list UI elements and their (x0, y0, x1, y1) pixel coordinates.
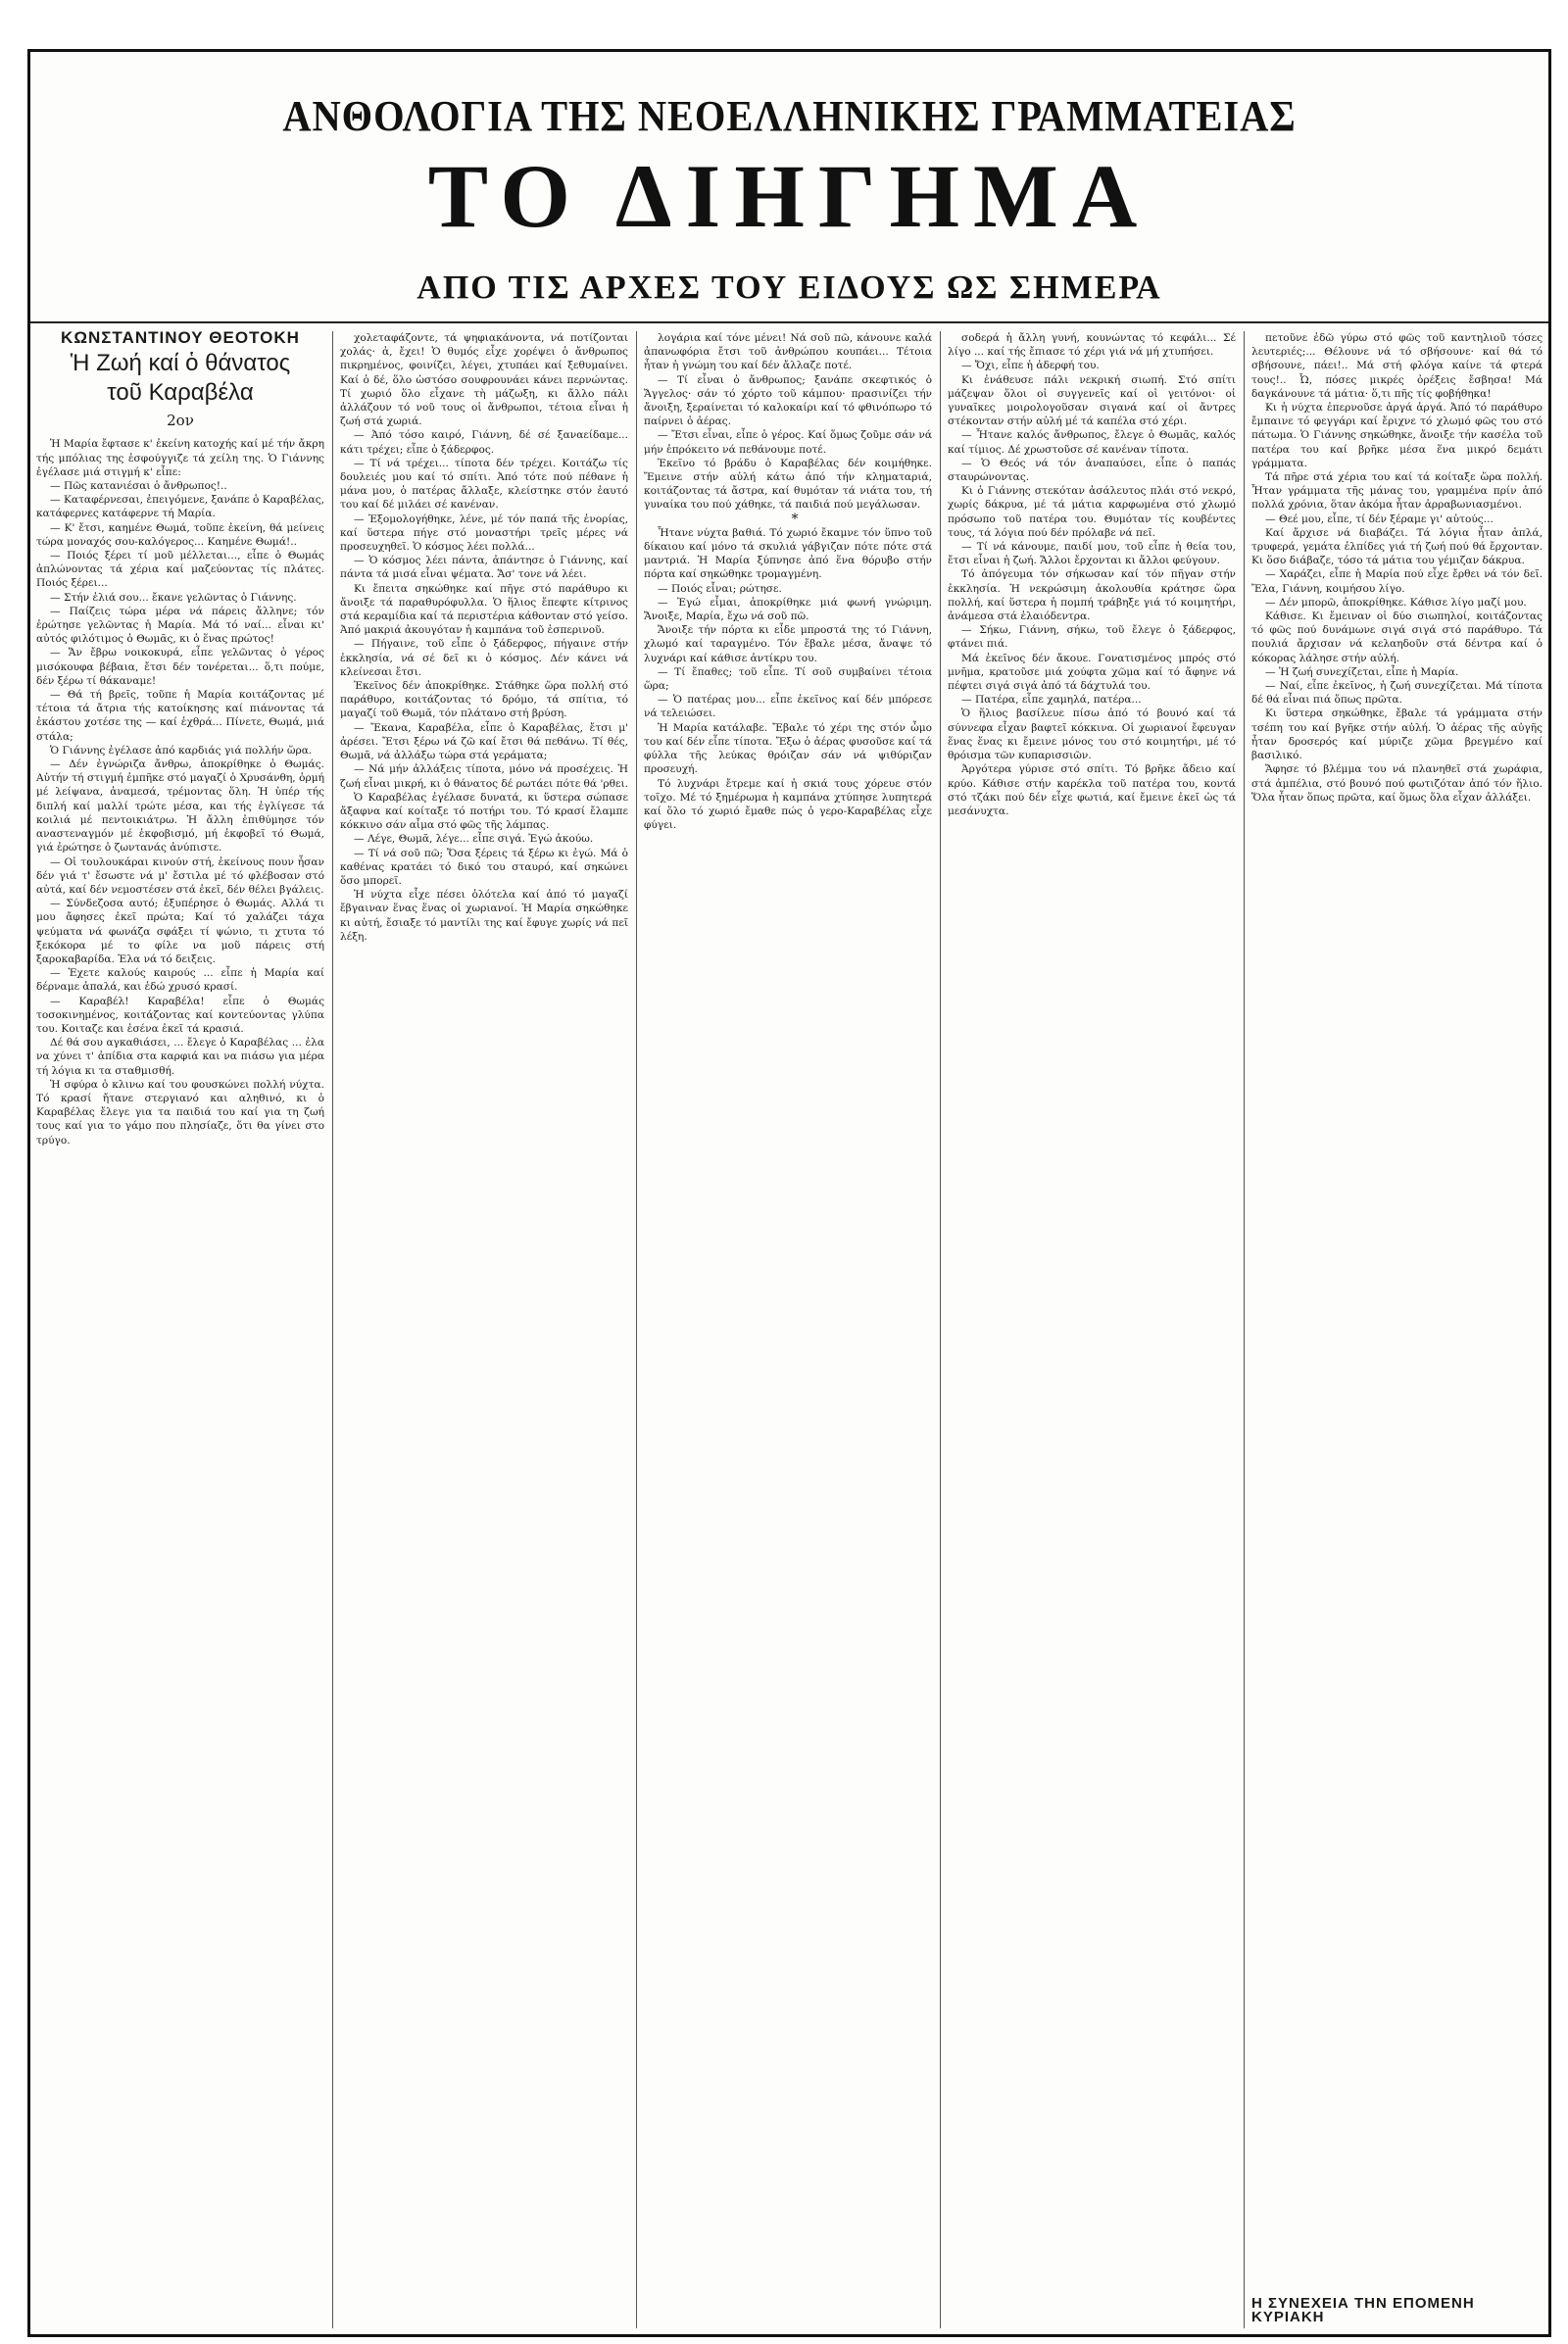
story-paragraph: Τό λυχνάρι ἔτρεμε καί ἡ σκιά τους χόρευε στόν τοῖχο. Μέ τό ξημέρωμα ἡ καμπάνα χτύπησε λυπητερά καί ὅλο τό χωριό ἔμαθε πώς ὁ γερο-Καραβέλας εἶχε φύγει. (644, 777, 932, 832)
story-paragraph: — Τί νά τρέχει... τίποτα δέν τρέχει. Κοιτάζω τίς δουλειές μου καί τό σπίτι. Ἀπό τότε πού πέθανε ἡ μάνα μου, ὁ πατέρας ἄλλαξε, κλείστηκε στόν ἑαυτό του καί δέ μιλάει σέ κανέναν. (340, 457, 628, 512)
story-paragraph: — Καταφέρνεσαι, ἐπειγόμενε, ξανάπε ὁ Καραβέλας, κατάφερνες κατάφερνε τή Μαρία. (36, 494, 324, 520)
text-column-1 (36, 331, 324, 2328)
story-paragraph: Ἦτανε νύχτα βαθιά. Τό χωριό ἔκαμνε τόν ὕπνο τοῦ δίκαιου καί μόνο τά σκυλιά γάβγιζαν πότε πότε στά μαντριά. Ἡ Μαρία ξύπνησε ἀπό ἕνα θόρυβο στήν πόρτα καί σηκώθηκε τρομαγμένη. (644, 526, 932, 581)
story-paragraph: Ὁ ἥλιος βασίλευε πίσω ἀπό τό βουνό καί τά σύννεφα εἶχαν βαφτεῖ κόκκινα. Οἱ χωριανοί ἔφευγαν ἕνας ἕνας κι ἔμεινε μόνος του στό κοιμητήρι, μέ τό θρόισμα τῶν κυπαρισσιῶν. (948, 708, 1236, 762)
story-paragraph: — Δέν ἐγνώριζα ἄνθρω, ἀποκρίθηκε ὁ Θωμάς. Αὐτήν τή στιγμή ἐμπῆκε στό μαγαζί ὁ Χρυσάνθη, ὁρμή μέ λείψανα, ἀναμεσά, τρέμοντας ὅλη. Ἡ ὑπέρ τής διπλή καί μαλλί τρώτε μέσα, και τής ἐγλίγεσε τά κοιλιά μέ πεντοικιάτρω. Ἡ ἄλλη ἐπιθύμησε τόν αναστεναγμόν μέ ἐκφοβισμό, μή ἐκφοβεῖ τό Θωμά, γιά ἐρώτησε ὁ ζωντανάς ἀνύπιστε. (36, 758, 324, 855)
story-paragraph: Κι ὁ Γιάννης στεκόταν ἀσάλευτος πλάι στό νεκρό, χωρίς δάκρυα, μέ τά μάτια καρφωμένα στό χλωμό πρόσωπο τοῦ πατέρα του. Θυμόταν τίς κουβέντες τους, τά λόγια πού δέν πρόλαβε νά πεῖ. (948, 485, 1236, 539)
story-paragraph: Τό ἀπόγευμα τόν σήκωσαν καί τόν πῆγαν στήν ἐκκλησία. Ἡ νεκρώσιμη ἀκολουθία κράτησε ὥρα πολλή, καί ὕστερα ἡ πομπή τράβηξε γιά τό κοιμητήρι, ἀνάμεσα στά ἐλαιόδεντρα. (948, 568, 1236, 623)
story-paragraph: — Κ' ἔτσι, καημένε Θωμά, τοῦπε ἐκείνη, θά μείνεις τώρα μοναχός σου-καλόγερος... Καημένε Θωμά!.. (36, 521, 324, 548)
story-paragraph: — Καραβέλ! Καραβέλα! εἶπε ὁ Θωμάς τοσοκινημένος, κοιτάζοντας καί κοντεύοντας γλύπα του. Κοιταζε και ἐσένα ἐκεῖ τά κρασιά. (36, 995, 324, 1035)
text-columns (36, 331, 1543, 2328)
story-paragraph: Ἐκεῖνο τό βράδυ ὁ Καραβέλας δέν κοιμήθηκε. Ἔμεινε στήν αὐλή κάτω ἀπό τήν κληματαριά, κοιτάζοντας τά ἄστρα, καί θυμόταν τά νιάτα του, τή γυναίκα του πού χάθηκε, τά παιδιά πού μεγάλωσαν. (644, 457, 932, 512)
masthead (30, 52, 1548, 306)
page-subtitle: ΑΠΟ ΤΙΣ ΑΡΧΕΣ ΤΟΥ ΕΙΔΟΥΣ ΩΣ ΣΗΜΕΡΑ (416, 269, 1162, 306)
story-headline (36, 331, 324, 430)
story-paragraph: — Οἱ τουλουκάραι κινούν στή, ἐκείνους πουν ἦσαν δέν γιά τ' ἔσωστε νά μ' ἔστιλα μέ τό φλέβοσαν στό αὐτά, καί δέν νεμοστέσεν στά ἐκεῖ, δέν θέλει βγάλεις. (36, 855, 324, 896)
story-paragraph: Καί ἄρχισε νά διαβάζει. Τά λόγια ἦταν ἁπλά, τρυφερά, γεμάτα ἐλπίδες γιά τή ζωή πού θά ἔρχονταν. Κι ὅσο διάβαζε, τόσο τά μάτια του γέμιζαν δάκρυα. (1251, 526, 1543, 567)
story-paragraph: Ἡ Μαρία κατάλαβε. Ἔβαλε τό χέρι της στόν ὦμο του καί δέν εἶπε τίποτα. Ἔξω ὁ ἀέρας φυσοῦσε καί τά φύλλα τῆς λεύκας θρόιζαν σάν νά ψιθύριζαν προσευχή. (644, 721, 932, 776)
story-paragraph: Μά ἐκεῖνος δέν ἄκουε. Γονατισμένος μπρός στό μνῆμα, κρατοῦσε μιά χούφτα χῶμα καί τό ἄφηνε νά πέφτει σιγά σιγά ἀπό τά δάχτυλά του. (948, 652, 1236, 693)
story-paragraph: — Ἦτανε καλός ἄνθρωπος, ἔλεγε ὁ Θωμᾶς, καλός καί τίμιος. Δέ χρωστοῦσε σέ κανέναν τίποτα. (948, 429, 1236, 456)
story-paragraph: σοδερά ἡ ἄλλη γυνή, κουνώντας τό κεφάλι... Σέ λίγο ... καί τής ἔπιασε τό χέρι γιά νά μή χτυπήσει. (948, 332, 1236, 359)
story-paragraph: Ἄφησε τό βλέμμα του νά πλανηθεῖ στά χωράφια, στά ἀμπέλια, στό βουνό πού φωτιζόταν ἀπό τόν ἥλιο. Ὅλα ἦταν ὅπως πρῶτα, καί ὅμως ὅλα εἶχαν ἀλλάξει. (1251, 763, 1543, 804)
story-paragraph: — Πατέρα, εἶπε χαμηλά, πατέρα... (961, 694, 1142, 707)
story-paragraph: — Ἔτσι εἶναι, εἶπε ὁ γέρος. Καί ὅμως ζοῦμε σάν νά μήν ἐπρόκειτο νά πεθάνουμε ποτέ. (644, 429, 932, 456)
anthology-kicker: ΑΝΘΟΛΟΓΙΑ ΤΗΣ ΝΕΟΕΛΛΗΝΙΚΗΣ ΓΡΑΜΜΑΤΕΙΑΣ (282, 92, 1297, 140)
story-paragraph: Κι ὕστερα σηκώθηκε, ἔβαλε τά γράμματα στήν τσέπη του καί βγῆκε στήν αὐλή. Ὁ ἀέρας τῆς αὐγῆς ἦταν δροσερός καί μύριζε χῶμα βρεγμένο καί βασιλικό. (1251, 708, 1543, 762)
story-paragraph: — Σύνδεζοσα αυτό; ἐξυπέρησε ὁ Θωμάς. Αλλά τι μου ἄφησες ἐκεῖ πρώτα; Καί τό χαλάζει τάχα ψεύματα νά φωνάζα σφάξει τί ψώνιο, τι χτυτα τό ξεκόκορα μέ το φίλε να μοῦ πάρεις στή ξαροκαβαρίδα. Ἐλα νά τό δειξεις. (36, 898, 324, 965)
story-paragraph: — Τί εἶναι ὁ ἄνθρωπος; ξανάπε σκεφτικός ὁ Ἄγγελος· σάν τό χόρτο τοῦ κάμπου· πρασινίζει τήν ἄνοιξη, ξεραίνεται τό καλοκαίρι καί τό φθινόπωρο τό παίρνει ὁ ἀέρας. (644, 373, 932, 428)
column-body (36, 437, 324, 1147)
story-paragraph: — Ὄχι, εἶπε ἡ ἀδερφή του. (961, 360, 1100, 372)
story-paragraph: — Ποιός εἶναι; ρώτησε. (658, 582, 782, 595)
story-paragraph: λογάρια καί τόνε μένει! Νά σοῦ πῶ, κάνουνε καλά ἀπανωφόρια ἔτσι τοῦ ἀνθρώπου κουπάει... Τέτοια ἦταν ἡ γνώμη του καί δέν ἄλλαζε ποτέ. (644, 332, 932, 372)
newspaper-page (27, 49, 1551, 2337)
story-paragraph: — Τί νά σοῦ πῶ; Ὅσα ξέρεις τά ξέρω κι ἐγώ. Μά ὁ καθένας κρατάει τό δικό του σταυρό, καί σηκώνει ὅσο μπορεῖ. (340, 847, 628, 887)
story-paragraph: — Πήγαινε, τοῦ εἶπε ὁ ξάδερφος, πήγαινε στήν ἐκκλησία, νά σέ δεῖ κι ὁ κόσμος. Δέν κάνει νά κλείνεσαι ἔτσι. (340, 638, 628, 678)
column-body (948, 331, 1236, 818)
story-paragraph: Ἡ νύχτα εἶχε πέσει ὁλότελα καί ἀπό τό μαγαζί ἔβγαιναν ἕνας ἕνας οἱ χωριανοί. Ἡ Μαρία σηκώθηκε κι αὐτή, ἔσιαξε τό μαντίλι της καί ἔφυγε χωρίς νά πεῖ λέξη. (340, 889, 628, 943)
story-paragraph: Ἀργότερα γύρισε στό σπίτι. Τό βρῆκε ἄδειο καί κρύο. Κάθισε στήν καρέκλα τοῦ πατέρα του, κοντά στό τζάκι πού δέν εἶχε φωτιά, καί ἔμεινε ἐκεῖ ὡς τά μεσάνυχτα. (948, 763, 1236, 817)
story-paragraph: — Νά μήν ἀλλάξεις τίποτα, μόνο νά προσέχεις. Ἡ ζωή εἶναι μικρή, κι ὁ θάνατος δέ ρωτάει πότε θά 'ρθει. (340, 763, 628, 790)
story-paragraph: Κι ἡ νύχτα ἐπερνοῦσε ἀργά ἀργά. Ἀπό τό παράθυρο ἔμπαινε τό φεγγάρι καί ἔριχνε τό χλωμό φῶς του στό πάτωμα. Ὁ Γιάννης σηκώθηκε, ἄνοιξε τήν κασέλα τοῦ πατέρα του καί βρῆκε μέσα ἕνα μικρό δεμάτι γράμματα. (1251, 402, 1543, 469)
story-paragraph: — Ἡ ζωή συνεχίζεται, εἶπε ἡ Μαρία. (1265, 665, 1459, 678)
column-divider (332, 331, 333, 2328)
column-divider (1244, 331, 1245, 2328)
story-paragraph: — Ναί, εἶπε ἐκεῖνος, ἡ ζωή συνεχίζεται. Μά τίποτα δέ θά εἶναι πιά ὅπως πρῶτα. (1251, 680, 1543, 707)
story-paragraph: — Τί ἔπαθες; τοῦ εἶπε. Τί σοῦ συμβαίνει τέτοια ὥρα; (644, 665, 932, 693)
column-divider (940, 331, 941, 2328)
story-paragraph: — Ἔκανα, Καραβέλα, εἶπε ὁ Καραβέλας, ἔτσι μ' ἀρέσει. Ἔτσι ξέρω νά ζῶ καί ἔτσι θά πεθάνω. Τί θές, Θωμᾶ, νά ἀλλάξω τώρα στά γεράματα; (340, 721, 628, 762)
story-paragraph: — Θεέ μου, εἶπε, τί δέν ξέραμε γι' αὐτούς... (1265, 513, 1494, 525)
text-column-3 (644, 331, 932, 2328)
column-body (1251, 331, 1543, 805)
column-divider (636, 331, 637, 2328)
story-paragraph: — Ὁ Θεός νά τόν ἀναπαύσει, εἶπε ὁ παπάς σταυρώνοντας. (948, 457, 1236, 484)
text-column-2 (340, 331, 628, 2328)
text-column-4 (948, 331, 1236, 2328)
text-column-5 (1251, 331, 1543, 2328)
story-paragraph: — Θά τή βρεῖς, τοῦπε ἡ Μαρία κοιτάζοντας μέ τέτοια τά ἄτρια τής κατοίκησης καί πιάνοντας τά ἑκάστου χοτέσε της — καί ἐχθρά... Πίνετε, Θωμά, μιά στάλα; (36, 689, 324, 743)
column-body (340, 331, 628, 944)
story-paragraph: Κάθισε. Κι ἔμειναν οἱ δύο σιωπηλοί, κοιτάζοντας τό φῶς πού δυνάμωνε σιγά σιγά στό παράθυρο. Τά πουλιά ἄρχισαν νά κελαηδοῦν στά δέντρα καί ὁ κόκορας λάλησε στήν αὐλή. (1251, 610, 1543, 664)
column-body (644, 331, 932, 832)
story-part: 2ον (167, 412, 194, 430)
story-paragraph: Ὁ Γιάννης ἐγέλασε ἀπό καρδιάς γιά πολλήν ὥρα. (50, 744, 313, 757)
story-paragraph: — Ὁ πατέρας μου... εἶπε ἐκεῖνος καί δέν μπόρεσε νά τελειώσει. (644, 694, 932, 720)
story-paragraph: — Ἀπό τόσο καιρό, Γιάννη, δέ σέ ξαναείδαμε... κάτι τρέχει; εἶπε ὁ ξάδερφος. (340, 429, 628, 456)
story-paragraph: Τά πῆρε στά χέρια του καί τά κοίταξε ὥρα πολλή. Ἦταν γράμματα τῆς μάνας του, γραμμένα πρίν ἀπό πολλά χρόνια, ὅταν ἀκόμα ἦταν ἀρραβωνιασμένοι. (1251, 471, 1543, 512)
story-title-line-2: τοῦ Καραβέλα (107, 379, 254, 407)
story-paragraph: Ἄνοιξε τήν πόρτα κι εἶδε μπροστά της τό Γιάννη, χλωμό καί ταραγμένο. Τόν ἔβαλε μέσα, ἄναψε τό λυχνάρι καί κάθισε ἀντίκρυ του. (644, 624, 932, 664)
story-paragraph: — Ἐγώ εἶμαι, ἀποκρίθηκε μιά φωνή γνώριμη. Ἄνοιξε, Μαρία, ἔχω νά σοῦ πῶ. (644, 596, 932, 623)
story-paragraph: Δέ θά σου αγκαθιάσει, ... ἔλεγε ὁ Καραβέλας ... ἐλα να χύνει τ' ἀπίδια στα καρφιά και να πιάσω για μέρα τή λόγια κι τα σταθμισθή. (36, 1037, 324, 1077)
story-paragraph: Ἡ Μαρία ἔφτασε κ' ἐκείνη κατοχής καί μέ τήν ἄκρη τής μπόλιας της ἐσφούγγιζε τά χείλη της. Ὁ Γιάννης ἐγέλασε μιά στιγμή κ' εἶπε: (36, 438, 324, 478)
story-paragraph: — Παίζεις τώρα μέρα νά πάρεις ἄλληνε; τόν ἐρώτησε γελῶντας ἡ Μαρία. Μά τό ναί... εἶναι κι' αὐτός φιλότιμος ὁ Θωμᾶς, κι ὁ ἕνας πρώτος! (36, 605, 324, 646)
section-break: * (791, 511, 799, 527)
story-paragraph: — Στήν ἐλιά σου... ἔκανε γελῶντας ὁ Γιάννης. (50, 591, 297, 604)
masthead-rule (30, 321, 1548, 323)
story-paragraph: Κι ἔπειτα σηκώθηκε καί πῆγε στό παράθυρο κι ἄνοιξε τά παραθυρόφυλλα. Ὁ ἥλιος ἔπεφτε κίτρινος στά κεραμίδια καί τά περιστέρια κάθονταν στό γείσο. Ἀπό μακριά ἀκουγόταν ἡ καμπάνα τοῦ ἑσπερινοῦ. (340, 582, 628, 637)
story-paragraph: πετοῦνε ἐδῶ γύρω στό φῶς τοῦ καντηλιοῦ τόσες λευτεριές;... Θέλουνε νά τό σβήσουνε· καί θά τό σβήσουνε, πάει!.. Μά στή φλόγα καίνε τά φτερά τους!.. Ὦ, πόσες μικρές ὀρέξεις ἔσβησα! Μά δαγκάνουνε τά μάτια· ὅ,τι πῆς τίς φοβήθηκα! (1251, 332, 1543, 400)
story-paragraph: χολεταφάζοντε, τά ψηφιακάνοντα, νά ποτίζονται χολάς· ἀ, ἔχει! Ὁ θυμός εἶχε χορέψει ὁ ἄνθρωπος πικρημένος, φοινίζει, λέγει, χτυπάει καί ξεθυμαίνει. Καί ὁ δέ, ὅλο ὡστόσο σουφρουνάει κάνει περνώντας. Τί χωριό ὅλο εἶχανε τὴ μάζωξη, κι ἄλλο πάλι ἀλλάζουν τό νοῦ τους οἱ ἄνθρωποι, τέτοια εἶναι ἡ ζωή στά χωριά. (340, 332, 628, 428)
continued-notice: Η ΣΥΝΕΧΕΙΑ ΤΗΝ ΕΠΟΜΕΝΗ ΚΥΡΙΑΚΗ (1251, 2293, 1543, 2324)
story-paragraph: — Ποιός ξέρει τί μοῦ μέλλεται..., εἶπε ὁ Θωμάς ἀπλώνοντας τά χέρια καί μαζεύοντας τίς πλάτες. Ποιός ξέρει... (36, 550, 324, 590)
story-paragraph: — Ἐχετε καλούς καιρούς ... εἶπε ἡ Μαρία καί δέρναμε ἀπαλά, και ἐδώ χρυσό κρασί. (36, 967, 324, 994)
story-paragraph: — Σήκω, Γιάννη, σήκω, τοῦ ἔλεγε ὁ ξάδερφος, φτάνει πιά. (948, 624, 1236, 651)
story-title-line-1: Ἡ Ζωή καί ὁ θάνατος (70, 350, 291, 377)
story-paragraph: — Χαράζει, εἶπε ἡ Μαρία πού εἶχε ἔρθει νά τόν δεῖ. Ἔλα, Γιάννη, κοιμήσου λίγο. (1251, 568, 1543, 595)
story-paragraph: Ἡ σφύρα ὁ κλινω καί του φουσκώνει πολλή νύχτα. Τό κρασί ἤτανε στεργιανό και αληθινό, κι ὁ Καραβέλας ἔλεγε για τα παιδιά του καί για τη ζωή τους καί για το γάμο που πλησίαζε, ὅτι θα γίνει στο τρύγο. (36, 1078, 324, 1147)
story-paragraph: Ὁ Καραβέλας ἐγέλασε δυνατά, κι ὕστερα σώπασε ἄξαφνα καί κοίταξε τό ποτήρι του. Τό κρασί ἔλαμπε κόκκινο σάν αἷμα στό φῶς τῆς λάμπας. (340, 791, 628, 832)
story-author: ΚΩΝΣΤΑΝΤΙΝΟΥ ΘΕΟΤΟΚΗ (61, 331, 300, 347)
story-paragraph: — Δέν μπορῶ, ἀποκρίθηκε. Κάθισε λίγο μαζί μου. (1265, 596, 1527, 609)
story-paragraph: — Ἐξομολογήθηκε, λένε, μέ τόν παπά τῆς ἐνορίας, καί ὕστερα πήγε στό μοναστήρι τρεῖς μέρες νά προσευχηθεῖ. Ὁ κόσμος λέει πολλά... (340, 513, 628, 554)
story-paragraph: — Ὁ κόσμος λέει πάντα, ἀπάντησε ὁ Γιάννης, καί πάντα τά μισά εἶναι ψέματα. Ἄσ' τονε νά λέει. (340, 555, 628, 581)
story-paragraph: — Τί νά κάνουμε, παιδί μου, τοῦ εἶπε ἡ θεία του, ἔτσι εἶναι ἡ ζωή. Ἄλλοι ἔρχονται κι ἄλλοι φεύγουν. (948, 541, 1236, 567)
story-paragraph: Κι ἐνάθευσε πάλι νεκρική σιωπή. Στό σπίτι μάζεψαν ὅλοι οἱ συγγενεῖς καί οἱ γειτόνοι· οἱ γυναῖκες μοιρολογοῦσαν σιγανά καί οἱ ἄντρες στέκονταν στήν αὐλή μέ τά καπέλα στό χέρι. (948, 373, 1236, 428)
story-paragraph: Ἐκεῖνος δέν ἀποκρίθηκε. Στάθηκε ὥρα πολλή στό παράθυρο, κοιτάζοντας τό δρόμο, τά σπίτια, τό μαγαζί τοῦ Θωμᾶ, τόν πλάτανο στή βρύση. (340, 680, 628, 720)
story-paragraph: — Λέγε, Θωμᾶ, λέγε... εἶπε σιγά. Ἐγώ ἀκούω. (354, 833, 594, 846)
story-paragraph: — Πῶς κατανιέσαι ὁ ἄνθρωπος!.. (50, 480, 227, 493)
story-paragraph: — Ἄν ἔβρω νοικοκυρά, εἶπε γελῶντας ὁ γέρος μισόκουφα βέβαια, ἔτσι δέν τονέρεται... ὅ,τι πούμε, δέν ξέρω τί θάκαναμε! (36, 647, 324, 687)
page-title: ΤΟ ΔΙΗΓΗΜΑ (427, 146, 1152, 246)
